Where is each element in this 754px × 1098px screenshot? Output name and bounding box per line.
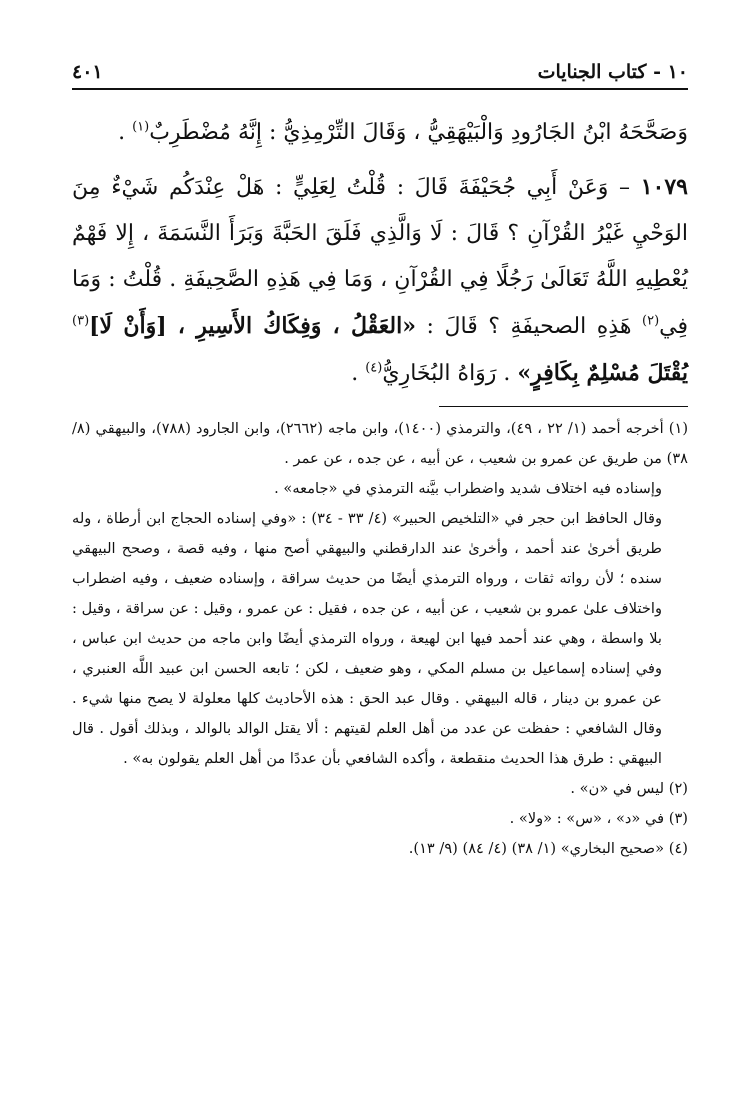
footnote-ref-1: (١) xyxy=(132,119,150,135)
header-divider xyxy=(72,88,688,90)
footnote-3: (٣) في «د» ، «س» : «ولا» . xyxy=(509,810,688,827)
chapter-title: ١٠ - كتاب الجنايات xyxy=(537,61,688,83)
footnote-separator xyxy=(439,406,688,407)
paragraph-1 xyxy=(72,110,688,156)
hadith-text-c: . رَوَاهُ البُخَارِيُّ xyxy=(382,361,518,386)
hadith-number: ١٠٧٩ xyxy=(640,174,688,200)
hadith-quote-a: «العَقْلُ ، وَفِكَاكُ الأَسِيرِ ، [وَأَنْ لَا] xyxy=(89,313,416,339)
hadith-text-a: – وَعَنْ أَبِي جُحَيْفَةَ قَالَ : قُلْتُ لِعَلِيٍّ : هَلْ عِنْدَكُم شَيْءٌ مِنَ الوَحْيِ غَيْرُ القُرْآنِ ؟ قَالَ : لَا وَالَّذِي فَلَقَ الحَبَّةَ وَبَرَأَ النَّسَمَةَ ، إِلا فَهْمٌ يُعْطِيهِ اللَّهُ تَعَالَىٰ رَجُلًا فِي القُرْآنِ ، وَمَا فِي هَذِهِ الصَّحِيفَةِ . قُلْتُ : وَمَا فِي xyxy=(72,175,688,339)
footnote-ref-2: (٢) xyxy=(642,313,660,329)
paragraph-1-end: . xyxy=(118,120,133,145)
main-text xyxy=(72,110,688,397)
footnote-4: (٤) «صحيح البخاري» (١/ ٣٨) (٤/ ٨٤) (٩/ ١٣). xyxy=(408,840,688,857)
footnotes xyxy=(72,414,688,864)
hadith-quote-b: يُقْتَلَ مُسْلِمٌ بِكَافِرٍ» xyxy=(517,360,688,386)
footnote-ref-4: (٤) xyxy=(365,360,383,376)
paragraph-1-text: وَصَحَّحَهُ ابْنُ الجَارُودِ وَالْبَيْهَقِيُّ ، وَقَالَ التِّرْمِذِيُّ : إِنَّهُ مُضْطَرِبٌ xyxy=(149,120,688,145)
page-header xyxy=(72,58,688,90)
page-number: ٤٠١ xyxy=(72,61,103,83)
hadith-end: . xyxy=(351,361,366,386)
footnote-2: (٢) ليس في «ن» . xyxy=(570,780,688,797)
footnote-ref-3: (٣) xyxy=(72,313,90,329)
footnote-1-line-3: وقال الحافظ ابن حجر في «التلخيص الحبير» (٤/ ٣٣ - ٣٤) : «وفي إسناده الحجاج ابن أرطاة ، وله طريق أخرىٰ عند أحمد ، وأخرىٰ عند الدارقطني والبيهقي أصح منها ، وفيه قصة ، وصحح البيهقي سنده ؛ لأن رواته ثقات ، ورواه الترمذي أيضًا من حديث سراقة ، وإسناده ضعيف ، وفيه اضطراب واختلاف علىٰ عمرو بن شعيب ، عن أبيه ، عن جده ، فقيل : عن عمرو ، وقيل : عن سراقة ، وقيل : بلا واسطة ، وهي عند أحمد فيها ابن لهيعة ، ورواه الترمذي أيضًا وابن ماجه من حديث ابن عباس ، وفي إسناده إسماعيل بن مسلم المكي ، وهو ضعيف ، لكن ؛ تابعه الحسن ابن عبيد اللَّه العنبري ، عن عمرو بن دينار ، قاله البيهقي . وقال عبد الحق : هذه الأحاديث كلها معلولة لا يصح منها شيء . وقال الشافعي : حفظت عن عدد من أهل العلم لقيتهم : ألا يقتل الوالد بالوالد ، وبذلك أقول . قال البيهقي : طرق هذا الحديث منقطعة ، وأكده الشافعي بأن عددًا من أهل العلم يقولون به» . xyxy=(72,510,662,767)
hadith-text-b: هَذِهِ الصحيفَةِ ؟ قَالَ : xyxy=(415,314,642,339)
hadith-paragraph xyxy=(72,164,688,397)
footnote-1-line-2: وإسناده فيه اختلاف شديد واضطراب بيَّنه الترمذي في «جامعه» . xyxy=(274,480,662,497)
footnote-1-line-1: (١) أخرجه أحمد (١/ ٢٢ ، ٤٩)، والترمذي (١٤٠٠)، وابن ماجه (٢٦٦٢)، وابن الجارود (٧٨٨)، والبيهقي (٨/ ٣٨) من طريق عن عمرو بن شعيب ، عن أبيه ، عن جده ، عن عمر . xyxy=(72,420,689,467)
